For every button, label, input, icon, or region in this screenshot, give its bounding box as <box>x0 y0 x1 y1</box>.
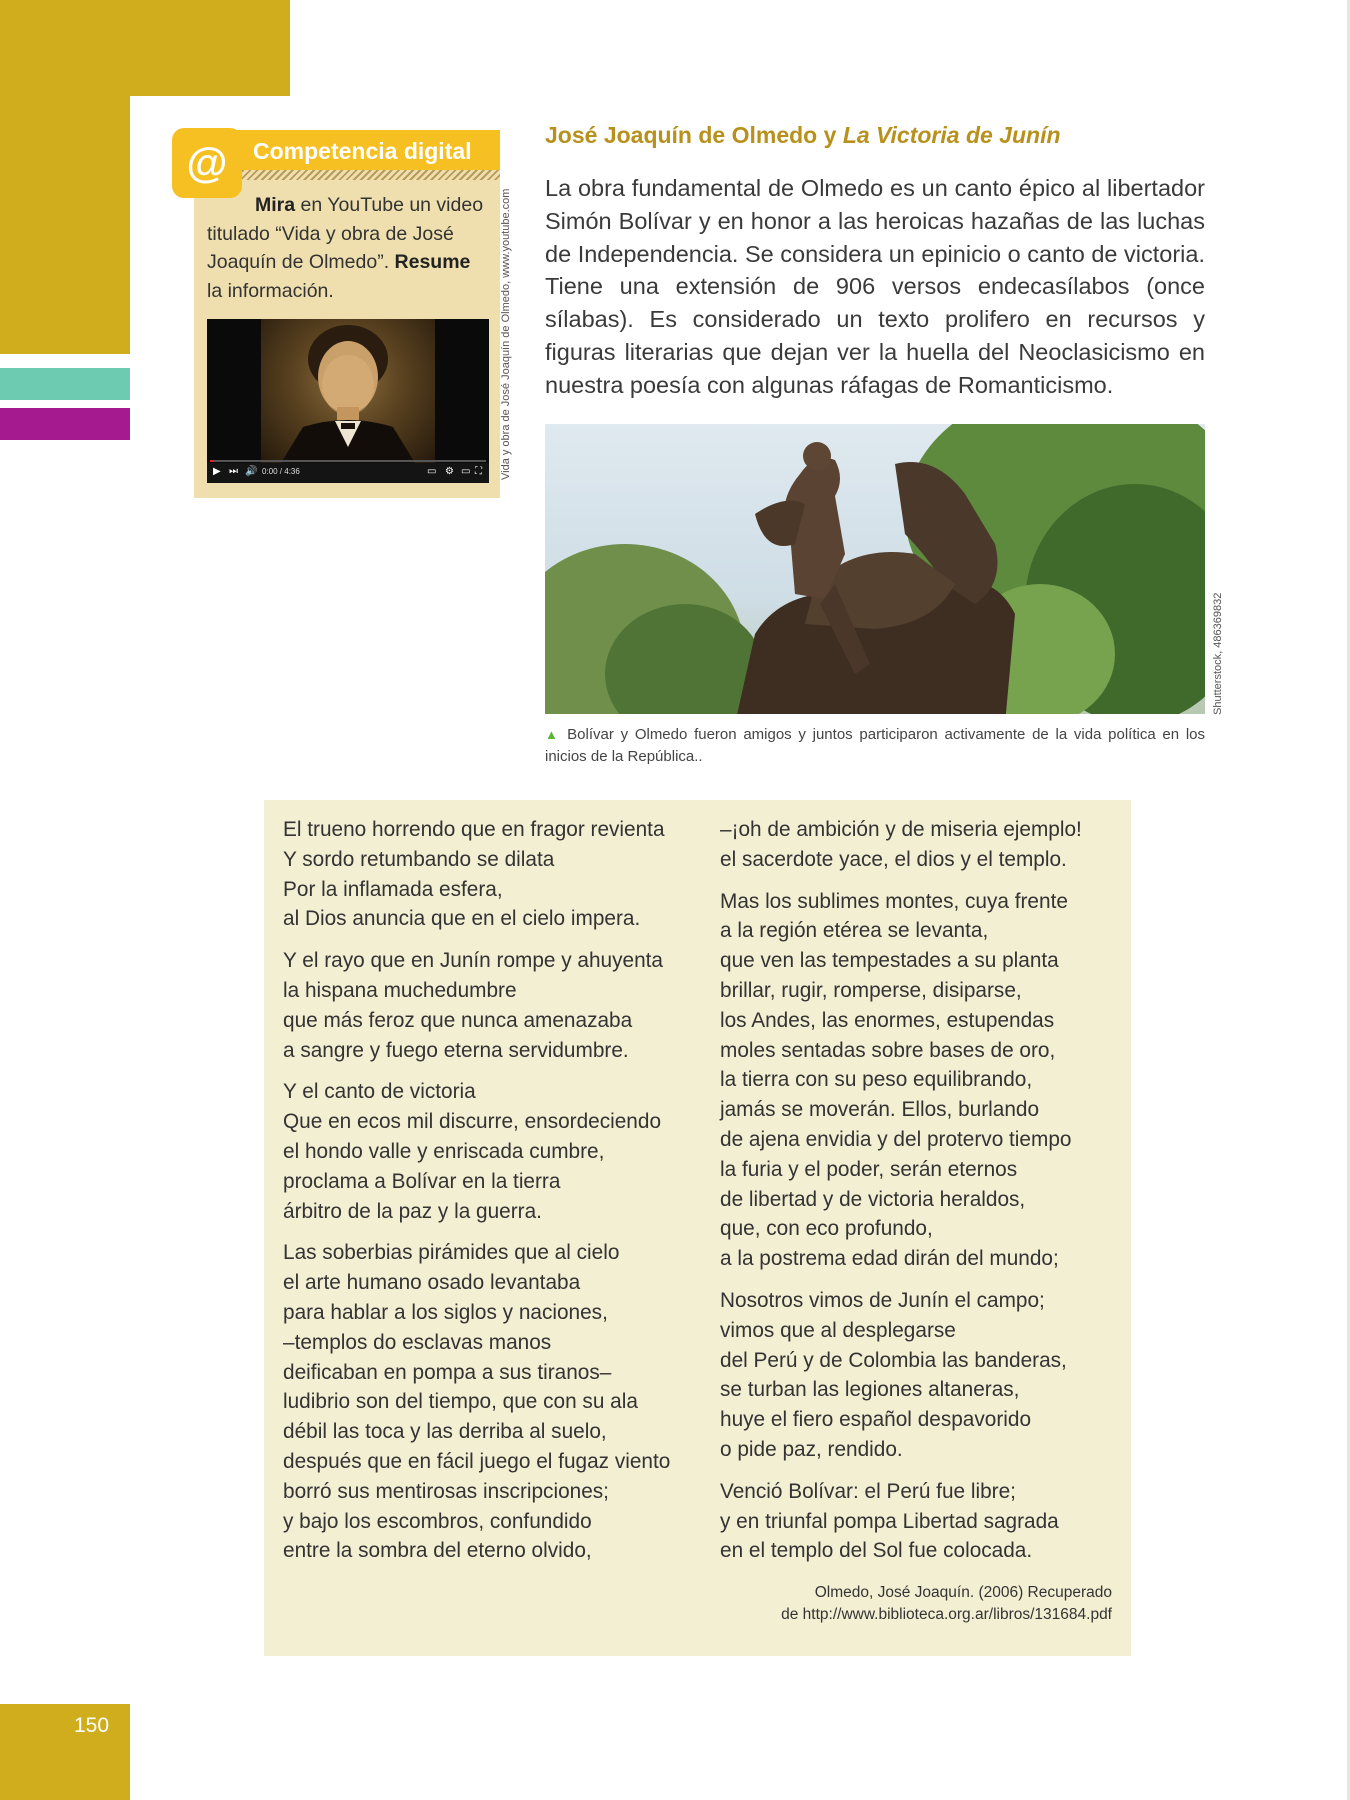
poem-line: Y sordo retumbando se dilata <box>283 847 555 871</box>
poem-line: de libertad y de victoria heraldos, <box>720 1187 1026 1211</box>
poem-line: después que en fácil juego el fugaz viento <box>283 1449 671 1473</box>
subtitles-icon[interactable]: ▭ <box>427 466 437 477</box>
poem-stanza <box>720 815 1120 875</box>
poem-line: el hondo valle y enriscada cumbre, <box>283 1139 605 1163</box>
caption-triangle-icon: ▲ <box>545 727 561 742</box>
caption-text: Bolívar y Olmedo fueron amigos y juntos participaron activamente de la vida política en los inicios de la República.. <box>545 726 1205 765</box>
poem-line: o pide paz, rendido. <box>720 1437 903 1461</box>
at-icon: @ <box>172 128 242 198</box>
poem-line: árbitro de la paz y la guerra. <box>283 1199 542 1223</box>
page-number: 150 <box>74 1714 110 1737</box>
poem-line: que ven las tempestades a su planta <box>720 949 1059 973</box>
video-control-bar <box>207 463 489 483</box>
poem-stanza <box>283 815 683 934</box>
poem-stanza <box>720 1286 1120 1465</box>
poem-line: vimos que al desplegarse <box>720 1318 956 1342</box>
poem-line: –¡oh de ambición y de miseria ejemplo! <box>720 818 1082 841</box>
poem-line: se turban las legiones altaneras, <box>720 1378 1020 1402</box>
bolivar-statue-photo <box>545 424 1205 714</box>
poem-line: que, con eco profundo, <box>720 1217 933 1241</box>
poem-line: del Perú y de Colombia las banderas, <box>720 1348 1067 1372</box>
heading-plain: José Joaquín de Olmedo y <box>545 122 843 148</box>
volume-icon[interactable]: 🔊 <box>245 466 258 477</box>
poem-line: en el templo del Sol fue colocada. <box>720 1539 1033 1563</box>
play-icon[interactable]: ▶ <box>213 466 221 477</box>
poem-line: brillar, rugir, romperse, disiparse, <box>720 978 1022 1002</box>
poem-column-left <box>283 815 683 1578</box>
poem-line: de ajena envidia y del protervo tiempo <box>720 1127 1072 1151</box>
instruction-verb: Mira <box>255 194 296 216</box>
instruction-verb: Resume <box>394 251 471 273</box>
poem-line: ludibrio son del tiempo, que con su ala <box>283 1390 638 1414</box>
olmedo-portrait <box>261 319 435 463</box>
photo-caption <box>545 724 1205 768</box>
poem-line: la furia y el poder, serán eternos <box>720 1157 1018 1181</box>
poem-line: la tierra con su peso equilibrando, <box>720 1068 1033 1092</box>
video-progress-bar[interactable] <box>210 460 486 462</box>
poem-line: Y el canto de victoria <box>283 1080 476 1104</box>
poem-line: jamás se moverán. Ellos, burlando <box>720 1098 1040 1122</box>
poem-line: entre la sombra del eterno olvido, <box>283 1539 592 1563</box>
video-image-credit: Vida y obra de José Joaquín de Olmedo, www.youtube.com <box>500 188 512 480</box>
poem-citation <box>680 1582 1112 1626</box>
poem-line: deificaban en pompa a sus tiranos– <box>283 1360 612 1384</box>
left-gold-band <box>0 96 130 354</box>
poem-stanza <box>720 887 1120 1274</box>
poem-line: al Dios anuncia que en el cielo impera. <box>283 907 641 931</box>
top-gold-band <box>0 0 290 96</box>
intro-paragraph: La obra fundamental de Olmedo es un canto épico al libertador Simón Bolívar y en honor a las heroicas hazañas de las luchas de Independencia. Se considera un epinicio o canto de victoria. Tiene una extensión de 906 versos endecasílabos (once sílabas). Es considerado un texto prolifero en recursos y figuras literarias que dejan ver la huella del Neoclasicismo en nuestra poesía con algunas ráfagas de Romanticismo. <box>545 175 1205 398</box>
poem-line: –templos do esclavas manos <box>283 1330 552 1354</box>
teal-strip <box>0 368 130 400</box>
poem-line: moles sentadas sobre bases de oro, <box>720 1038 1056 1062</box>
citation-line: de http://www.biblioteca.org.ar/libros/131684.pdf <box>781 1606 1112 1623</box>
poem-stanza <box>720 1477 1120 1566</box>
poem-line: y bajo los escombros, confundido <box>283 1509 592 1533</box>
poem-line: para hablar a los siglos y naciones, <box>283 1300 608 1324</box>
poem-line: que más feroz que nunca amenazaba <box>283 1008 633 1032</box>
poem-stanza <box>283 946 683 1065</box>
poem-line: El trueno horrendo que en fragor revienta <box>283 818 665 841</box>
theater-icon[interactable]: ▭ <box>461 466 471 477</box>
next-icon[interactable]: ⏭ <box>229 466 238 477</box>
poem-line: débil las toca y las derriba al suelo, <box>283 1420 607 1444</box>
poem-line: los Andes, las enormes, estupendas <box>720 1008 1055 1032</box>
poem-column-right <box>720 815 1120 1578</box>
instruction-text: en YouTube un video titulado “Vida y obra de José Joaquín de Olmedo”. <box>207 194 484 273</box>
heading-italic: La Victoria de Junín <box>842 122 1061 148</box>
poem-line: proclama a Bolívar en la tierra <box>283 1169 561 1193</box>
poem-line: Nosotros vimos de Junín el campo; <box>720 1288 1045 1312</box>
magenta-strip <box>0 408 130 440</box>
poem-line: Y el rayo que en Junín rompe y ahuyenta <box>283 949 663 973</box>
poem-line: huye el fiero español despavorido <box>720 1408 1032 1432</box>
poem-line: a la postrema edad dirán del mundo; <box>720 1247 1059 1271</box>
citation-line: Olmedo, José Joaquín. (2006) Recuperado <box>814 1584 1112 1601</box>
poem-line: y en triunfal pompa Libertad sagrada <box>720 1509 1059 1533</box>
settings-icon[interactable]: ⚙ <box>445 466 454 477</box>
fullscreen-icon[interactable]: ⛶ <box>475 466 482 477</box>
digital-competence-text <box>207 191 487 305</box>
footer-gold-band <box>0 1704 130 1800</box>
article-heading <box>545 122 1061 149</box>
poem-line: borró sus mentirosas inscripciones; <box>283 1479 609 1503</box>
poem-line: a la región etérea se levanta, <box>720 919 989 943</box>
poem-stanza <box>283 1077 683 1226</box>
poem-line: el arte humano osado levantaba <box>283 1271 581 1295</box>
poem-line: Las soberbias pirámides que al cielo <box>283 1241 620 1265</box>
poem-line: a sangre y fuego eterna servidumbre. <box>283 1038 629 1062</box>
poem-line: Que en ecos mil discurre, ensordeciendo <box>283 1110 662 1134</box>
poem-stanza <box>283 1238 683 1566</box>
equestrian-statue <box>695 434 1025 714</box>
poem-line: el sacerdote yace, el dios y el templo. <box>720 847 1067 871</box>
digital-competence-title: Competencia digital <box>253 138 472 164</box>
video-time: 0:00 / 4:36 <box>262 467 300 476</box>
header-hatch-decoration <box>242 170 500 180</box>
instruction-text: la información. <box>207 279 334 302</box>
poem-line: Mas los sublimes montes, cuya frente <box>720 889 1068 913</box>
photo-credit: Shutterstock, 486369832 <box>1212 592 1224 715</box>
poem-line: Por la inflamada esfera, <box>283 877 503 901</box>
poem-line: la hispana muchedumbre <box>283 978 517 1002</box>
poem-line: Venció Bolívar: el Perú fue libre; <box>720 1479 1016 1503</box>
video-thumbnail[interactable] <box>207 319 489 483</box>
